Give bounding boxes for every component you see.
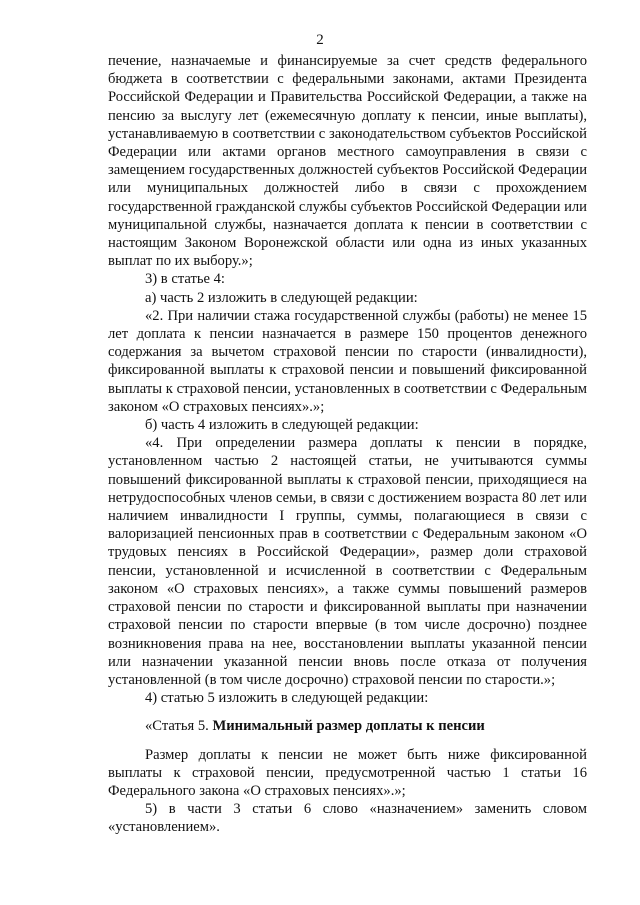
article-5-prefix: «Статья 5. [145,718,213,735]
paragraph-part-2-text: «2. При наличии стажа государственной службы (работы) не менее 15 лет доплата к пенсии назначается в размере 150 процентов денежного содержания за вычетом страховой пенсии по старости (инвалидности), фиксированной выплаты к страховой пенсии и повышений фиксированной выплаты к страховой пенсии, установленных в соответствии с Федеральным законом «О страховых пенсиях».»; [108,307,587,415]
paragraph-part-4-text: «4. При определении размера доплаты к пенсии в порядке, установленном частью 2 настоящей статьи, не учитываются суммы повышений фиксированной выплаты к страховой пенсии, приходящиеся на нетрудоспособных членов семьи, в связи с достижением возраста 80 лет или наличием инвалидности I группы, суммы, полагающиеся в связи с валоризацией пенсионных прав в соответствии с Федеральным законом «О трудовых пенсиях в Российской Федерации», размер доли страховой пенсии, установленной и исчисленной в соответствии с Федеральным законом «О страховых пенсиях», а также суммы повышений размеров страховой пенсии по старости и фиксированной выплаты при назначении страховой пенсии по старости впервые (в том числе досрочно) позднее возникновения права на нее, восстановлении выплаты указанной пенсии или назначении указанной пенсии вновь после отказа от получения установленной (в том числе досрочно) страховой пенсии по старости.»; [108,435,587,688]
paragraph-subitem-b: б) часть 4 изложить в следующей редакции: [145,417,419,434]
document-body [108,52,587,837]
page-number: 2 [316,32,324,48]
article-5-heading [108,717,587,735]
paragraph-item-3: 3) в статье 4: [145,271,225,288]
paragraph-item-4: 4) статью 5 изложить в следующей редакции: [145,690,429,707]
article-5-title: Минимальный размер доплаты к пенсии [212,718,485,735]
paragraph-article-5-text: Размер доплаты к пенсии не может быть ниже фиксированной выплаты к страховой пенсии, предусмотренной частью 1 статьи 16 Федерального закона «О страховых пенсиях».»; [108,746,587,799]
paragraph-item-5: 5) в части 3 статьи 6 слово «назначением» заменить словом «установлением». [108,801,587,836]
paragraph-subitem-a: а) часть 2 изложить в следующей редакции: [145,289,418,306]
paragraph-continuation: печение, назначаемые и финансируемые за счет средств федерального бюджета в соответствии с федеральными законами, актами Президента Российской Федерации и Правительства Российской Федерации, а также на пенсию за выслугу лет (ежемесячную доплату к пенсии, иные выплаты), устанавливаемую в соответствии с законодательством субъектов Российской Федерации или актами органов местного самоуправления в связи с замещением государственных должностей субъектов Российской Федерации или муниципальных должностей либо в связи с прохождением государственной гражданской службы субъектов Российской Федерации или муниципальной службы, назначается доплата к пенсии в соответствии с настоящим Законом Воронежской области или одна из иных указанных выплат по их выбору.»; [108,53,587,270]
